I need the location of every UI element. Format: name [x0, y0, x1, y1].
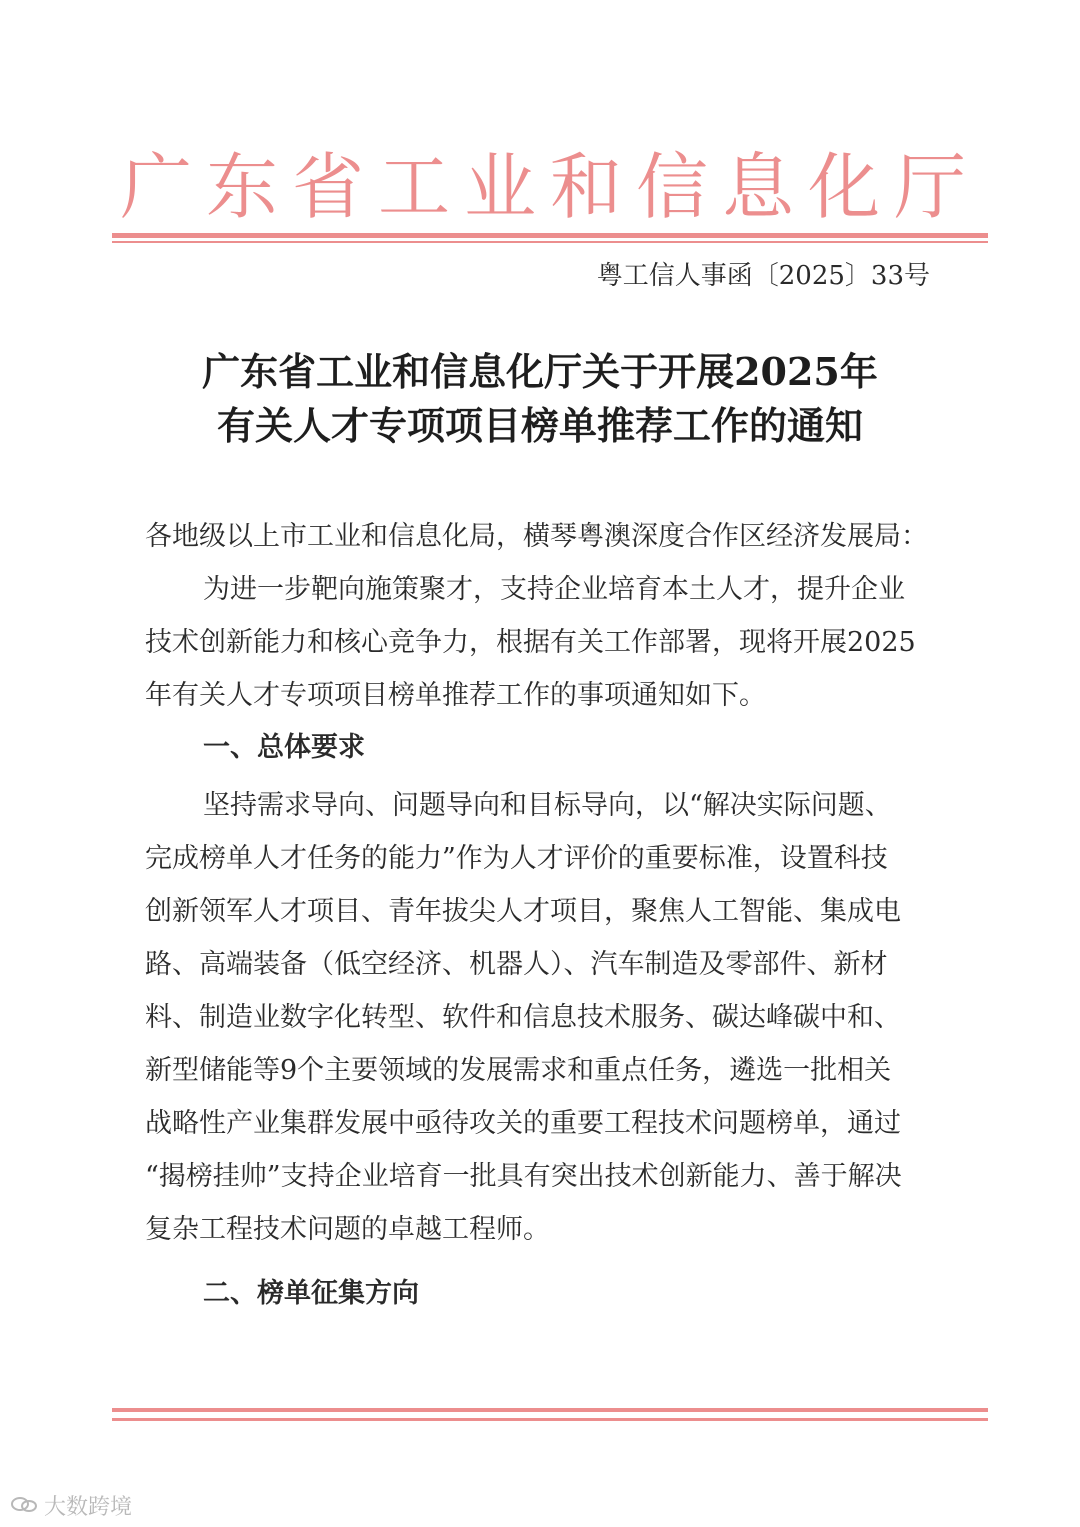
red-header-issuer: 广东省工业和信息化厅 — [119, 145, 980, 229]
paragraph-line: 路、高端装备（低空经济、机器人）、汽车制造及零部件、新材 — [145, 949, 888, 980]
chat-bubble-logo-icon — [10, 1495, 38, 1515]
salutation: 各地级以上市工业和信息化局，横琴粤澳深度合作区经济发展局： — [145, 521, 928, 552]
title-line-1: 广东省工业和信息化厅关于开展2025年 — [202, 349, 878, 394]
paragraph-line: 新型储能等9个主要领域的发展需求和重点任务，遴选一批相关 — [145, 1055, 892, 1086]
paragraph-line: 创新领军人才项目、青年拔尖人才项目，聚焦人工智能、集成电 — [145, 896, 901, 927]
paragraph-line: 技术创新能力和核心竞争力，根据有关工作部署，现将开展2025 — [145, 627, 916, 658]
document-title — [0, 345, 1080, 453]
paragraph-line: 为进一步靶向施策聚才，支持企业培育本土人才，提升企业 — [203, 574, 905, 605]
paragraph-line: 战略性产业集群发展中亟待攻关的重要工程技术问题榜单，通过 — [145, 1108, 901, 1139]
paragraph-line: “揭榜挂帅”支持企业培育一批具有突出技术创新能力、善于解决 — [145, 1161, 902, 1192]
header-rule-thin — [112, 241, 988, 243]
title-line-2: 有关人才专项项目榜单推荐工作的通知 — [216, 403, 863, 448]
paragraph-line: 完成榜单人才任务的能力”作为人才评价的重要标准，设置科技 — [145, 843, 888, 874]
paragraph-line: 坚持需求导向、问题导向和目标导向，以“解决实际问题、 — [203, 790, 892, 821]
watermark-text: 大数跨境 — [44, 1494, 133, 1520]
paragraph-line: 复杂工程技术问题的卓越工程师。 — [145, 1214, 550, 1245]
footer-rule-thin — [112, 1418, 988, 1421]
footer-rule-thick — [112, 1408, 988, 1412]
section-heading-2: 二、榜单征集方向 — [203, 1278, 419, 1309]
document-number: 粤工信人事函〔2025〕33号 — [596, 261, 930, 291]
paragraph-line: 料、制造业数字化转型、软件和信息技术服务、碳达峰碳中和、 — [145, 1002, 901, 1033]
section-heading-1: 一、总体要求 — [203, 732, 365, 763]
paragraph-line: 年有关人才专项项目榜单推荐工作的事项通知如下。 — [145, 680, 766, 711]
header-rule-thick — [112, 233, 988, 238]
watermark — [10, 1490, 132, 1520]
